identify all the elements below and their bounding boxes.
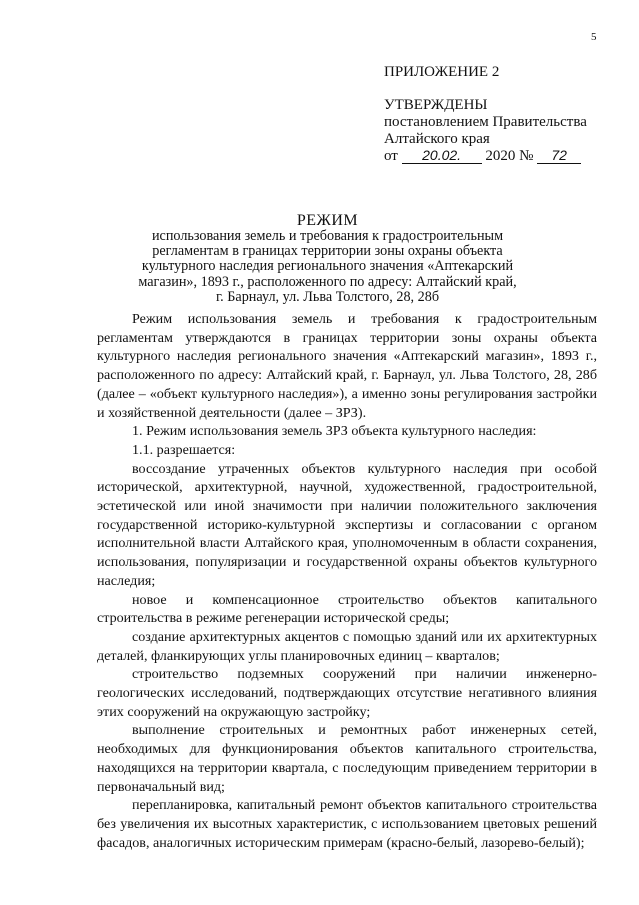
list-item: новое и компенсационное строительство объектов капитального строительства в режиме регенерации исторической среды; [97, 591, 597, 627]
appendix-label: ПРИЛОЖЕНИЕ 2 [384, 64, 500, 80]
from-label: от [384, 148, 398, 164]
approval-line-1: постановлением Правительства [384, 114, 587, 130]
page-number: 5 [591, 31, 597, 43]
approval-line-2: Алтайского края [384, 131, 490, 147]
document-title: РЕЖИМ [296, 212, 359, 229]
approval-date: 20.02. [402, 148, 482, 164]
subtitle-line: магазин», 1893 г., расположенного по адресу: Алтайский край, [138, 273, 517, 290]
approval-block [384, 64, 587, 165]
paragraph-section-1: 1. Режим использования земель ЗРЗ объекта культурного наследия: [132, 423, 537, 440]
subtitle-line: регламентам в границах территории зоны охраны объекта [152, 243, 503, 260]
list-item: перепланировка, капитальный ремонт объектов капитального строительства без увеличения их высотных характеристик, с использованием цветовых решений фасадов, аналогичных историческим примерам (красно-белый, лазорево-белый); [97, 797, 597, 851]
title-block [130, 212, 525, 305]
document-subtitle [130, 229, 525, 305]
paragraph-subsection-1-1: 1.1. разрешается: [132, 441, 236, 458]
subtitle-line: культурного наследия регионального значения «Аптекарский [141, 258, 514, 275]
list-item: воссоздание утраченных объектов культурного наследия при особой исторической, архитектурной, научной, художественной, градостроительной, эстетической или иной значимости при наличии положительного заключения государственной историко-культурной экспертизы и согласовании с органом исполнительной власти Алтайского края, уполномоченным в области сохранения, использования, популяризации и государственной охраны объектов культурного наследия; [97, 460, 597, 589]
list-item: создание архитектурных акцентов с помощью зданий или их архитектурных деталей, фланкирующих углы планировочных единиц – кварталов; [97, 628, 597, 664]
approval-number: 72 [537, 148, 581, 164]
list-item: выполнение строительных и ремонтных работ инженерных сетей, необходимых для функционирования объектов капитального строительства, находящихся на территории квартала, с последующим приведением территории в первоначальный вид; [97, 722, 597, 795]
approval-date-line [384, 148, 587, 165]
subtitle-line: г. Барнаул, ул. Льва Толстого, 28, 28б [215, 288, 440, 305]
subtitle-line: использования земель и требования к градостроительным [151, 228, 504, 244]
list-item: строительство подземных сооружений при наличии инженерно-геологических исследований, подтверждающих отсутствие негативного влияния этих сооружений на окружающую застройку; [97, 666, 597, 720]
body-text [97, 310, 597, 852]
approved-label: УТВЕРЖДЕНЫ [384, 97, 488, 113]
paragraph-intro: Режим использования земель и требования к градостроительным регламентам утверждаются в границах территории зоны охраны объекта культурного наследия регионального значения «Аптекарский магазин», 1893 г., расположенного по адресу: Алтайский край, г. Барнаул, ул. Льва Толстого, 28, 28б (далее – «объект культурного наследия»), а именно зоны регулирования застройки и хозяйственной деятельности (далее – ЗРЗ). [97, 311, 597, 421]
approval-year: 2020 № [485, 148, 534, 164]
